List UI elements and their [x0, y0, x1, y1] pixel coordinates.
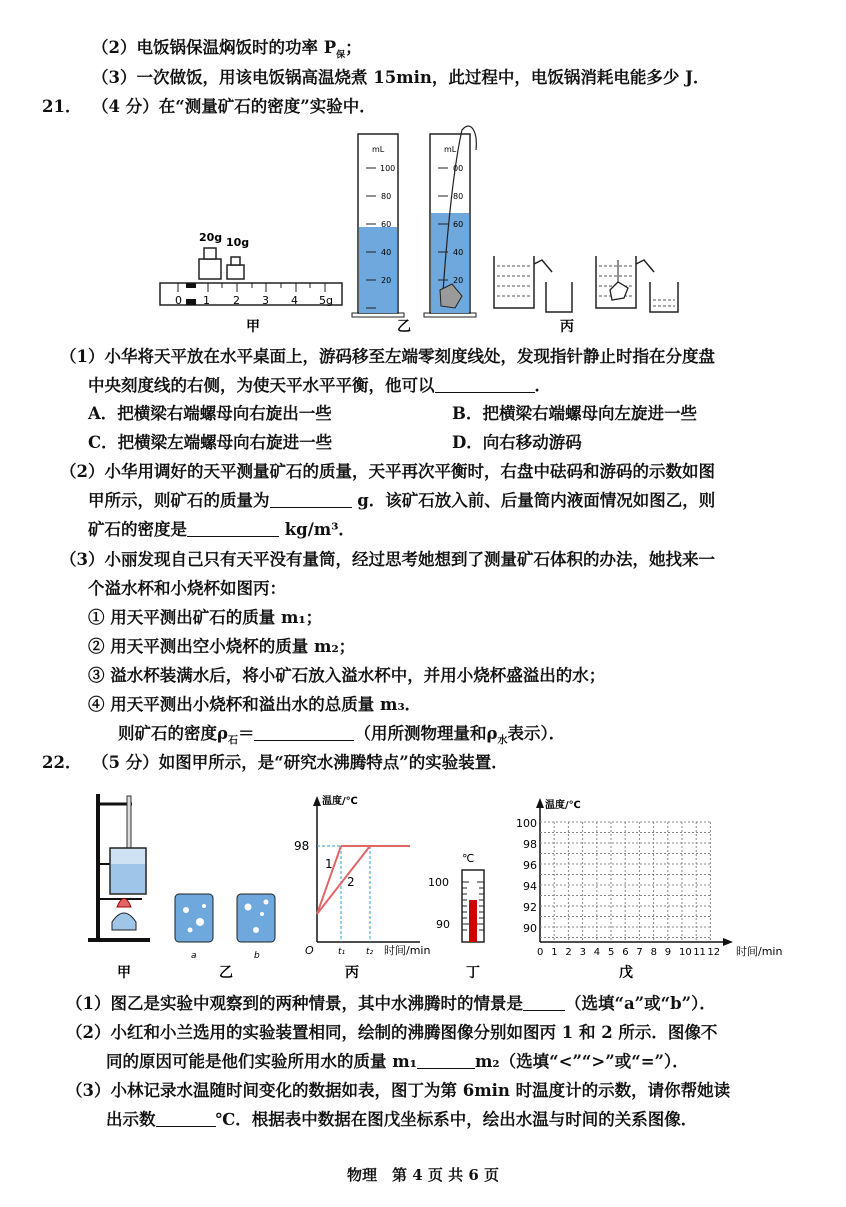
q22-part2-b-end: m₂（选填“<”“>”或“=”）．: [474, 1052, 689, 1071]
q21-rho-water-sub: 水: [497, 735, 508, 747]
q21-step3: ③ 溢水杯装满水后，将小矿石放入溢水杯中，并用小烧杯盛溢出的水；: [88, 666, 606, 685]
q21-part1-a: （1）小华将天平放在水平桌面上，游码移至左端零刻度线处，发现指针静止时指在分度盘: [60, 347, 715, 366]
q21-part2-c: [88, 522, 355, 539]
grid-ytick-96: 96: [523, 859, 537, 872]
scale-tick-1: 1: [203, 294, 210, 307]
q21-step2: ② 用天平测出空小烧杯的质量 m₂；: [88, 637, 356, 656]
q20-part2-text: （2）电饭锅保温焖饭时的功率 P: [92, 38, 337, 57]
option-b: B．把横梁右端螺母向左旋进一些: [452, 404, 697, 423]
figure-yi-beakers: [175, 894, 275, 961]
option-c: C．把横梁左端螺母向右旋进一些: [88, 433, 333, 452]
weight-20g-label: 20g: [199, 231, 223, 244]
q22-part2-b-text: 同的原因可能是他们实验所用水的质量 m₁: [106, 1052, 417, 1071]
cyl2-tick-80: 80: [453, 192, 464, 201]
q21-formula-end: 表示）．: [507, 724, 566, 743]
grid-xtick: 9: [664, 947, 672, 958]
page-footer: 物理 第 4 页 共 6 页: [347, 1166, 499, 1184]
grid-xtick: 1: [551, 947, 558, 958]
cyl2-tick-100: 00: [453, 164, 464, 173]
fig22-label-jia: 甲: [117, 965, 131, 981]
graph-t2: t₂: [366, 947, 374, 957]
graph-y98: 98: [294, 839, 310, 853]
q21-part1-b: [88, 378, 551, 395]
beaker-a-label: a: [191, 951, 197, 961]
q21-part2-c-text: 矿石的密度是: [88, 520, 187, 539]
option-d: D．向右移动游码: [452, 433, 582, 452]
grid-xtick: 10: [679, 947, 692, 958]
cyl1-unit: mL: [372, 145, 385, 154]
figure-bing-graph: [294, 794, 430, 957]
answer-blank-boiling[interactable]: [523, 996, 565, 1011]
fig22-label-yi: 乙: [219, 965, 233, 981]
q21-part2-b-text: 甲所示，则矿石的质量为: [88, 491, 270, 510]
cyl2-unit: mL: [444, 145, 457, 154]
q22-part3-b-text: 出示数: [106, 1110, 156, 1129]
q21-part2-b: [88, 493, 715, 510]
cyl1-tick-20: 20: [381, 276, 392, 285]
graph-ylabel: 温度/℃: [322, 796, 358, 807]
thermo-unit: ℃: [462, 852, 475, 865]
q21-step1: ① 用天平测出矿石的质量 m₁；: [88, 608, 323, 627]
grid-xtick: 6: [622, 947, 629, 958]
figure-wu-grid: [516, 798, 782, 958]
scale-tick-0: 0: [175, 294, 182, 307]
q22-part3-b-end: ℃．根据表中数据在图戊坐标系中，绘出水温与时间的关系图像．: [215, 1110, 698, 1129]
cyl1-tick-40: 40: [381, 248, 392, 257]
figure-label-bing: 丙: [560, 319, 574, 335]
grid-ylabel: 温度/℃: [545, 800, 581, 811]
grid-xtick: 0: [537, 947, 544, 958]
q22-number: 22．: [42, 753, 82, 772]
graph-origin: O: [305, 944, 314, 957]
q22-part3-b: [106, 1112, 697, 1129]
grid-xtick: 2: [565, 947, 572, 958]
cyl1-tick-60: 60: [381, 220, 392, 229]
cyl2-tick-40: 40: [453, 248, 464, 257]
q22-part2-a: （2）小红和小兰选用的实验装置相同，绘制的沸腾图像分别如图丙 1 和 2 所示．图像不: [66, 1023, 718, 1042]
thermo-tick-90: 90: [436, 918, 450, 931]
graph-xlabel: 时间/min: [384, 944, 431, 957]
graph-line2: 2: [347, 875, 355, 889]
figure-label-yi: 乙: [397, 319, 411, 335]
cyl2-tick-60: 60: [453, 220, 464, 229]
thermo-tick-100: 100: [428, 876, 449, 889]
grid-ytick-90: 90: [523, 922, 537, 935]
q21-part2-b-end: g．该矿石放入前、后量筒内液面情况如图乙，则: [357, 491, 716, 510]
scale-tick-2: 2: [233, 294, 240, 307]
q20-part2-end: ；: [345, 38, 362, 57]
answer-blank-rho-stone[interactable]: [254, 726, 354, 741]
fig22-label-ding: 丁: [466, 965, 480, 981]
scale-tick-4: 4: [291, 294, 298, 307]
fig22-label-wu: 戊: [619, 965, 633, 981]
figure-yi-cylinders: [352, 126, 476, 317]
grid-xtick: 12: [707, 947, 721, 958]
figure-bing-overflow-cups: [494, 256, 678, 312]
scale-tick-5g: 5g: [319, 294, 333, 307]
q21-equals: ＝: [237, 724, 255, 743]
answer-blank-mass-compare[interactable]: [417, 1054, 475, 1069]
grid-xtick: 3: [579, 947, 586, 958]
q20-part2-sub: 保: [336, 50, 346, 61]
scale-tick-3: 3: [262, 294, 269, 307]
q21-part2-a: （2）小华用调好的天平测量矿石的质量，天平再次平衡时，右盘中砝码和游码的示数如图: [60, 462, 715, 481]
grid-ytick-98: 98: [523, 838, 537, 851]
q21-number: 21．: [42, 97, 82, 116]
q22-part1: [66, 996, 716, 1013]
grid-xtick: 7: [636, 947, 643, 958]
answer-blank-density[interactable]: [187, 522, 279, 537]
q22-part1-end: （选填“a”或“b”）．: [564, 994, 716, 1013]
q21-heading: （4 分）在“测量矿石的密度”实验中．: [92, 97, 376, 116]
q22-part3-a: （3）小林记录水温随时间变化的数据如表，图丁为第 6min 时温度计的示数，请你帮她读: [66, 1081, 731, 1100]
graph-t1: t₁: [338, 947, 346, 957]
answer-blank-q21-1[interactable]: [435, 378, 535, 393]
option-a: A．把横梁右端螺母向右旋出一些: [88, 404, 332, 423]
q21-rho-sub: 石: [227, 735, 238, 747]
grid-ytick-100: 100: [516, 817, 537, 830]
grid-xlabel: 时间/min: [736, 945, 783, 958]
figure-22: [0, 782, 846, 982]
grid-xtick: 4: [593, 947, 601, 958]
q20-part3: （3）一次做饭，用该电饭锅高温烧煮 15min，此过程中，电饭锅消耗电能多少 J．: [92, 68, 710, 87]
weight-10g-label: 10g: [226, 236, 250, 249]
q22-heading: （5 分）如图甲所示，是“研究水沸腾特点”的实验装置．: [92, 753, 508, 772]
q21-rho-text: 则矿石的密度ρ: [118, 724, 228, 743]
figure-jia-scale: [160, 231, 342, 307]
figure-jia-apparatus: [88, 794, 150, 940]
grid-xtick: 8: [650, 947, 657, 958]
q20-part2: [92, 40, 362, 60]
figure-ding-thermometer: [428, 852, 484, 942]
answer-blank-temperature[interactable]: [156, 1112, 216, 1127]
graph-line1: 1: [325, 857, 333, 871]
q21-formula-note: （用所测物理量和ρ: [354, 724, 498, 743]
figure-label-jia: 甲: [246, 319, 260, 335]
q22-part1-text: （1）图乙是实验中观察到的两种情景，其中水沸腾时的情景是: [66, 994, 523, 1013]
q21-part3-a: （3）小丽发现自己只有天平没有量筒，经过思考她想到了测量矿石体积的办法，她找来一: [60, 550, 715, 569]
q21-part3-b: 个溢水杯和小烧杯如图丙：: [88, 579, 286, 598]
beaker-b-label: b: [254, 951, 260, 961]
cyl2-tick-20: 20: [453, 276, 464, 285]
figure-21: [0, 120, 846, 340]
cyl1-tick-80: 80: [381, 192, 392, 201]
grid-xtick: 11: [693, 947, 706, 958]
grid-ytick-94: 94: [523, 880, 537, 893]
q22-part2-b: [106, 1054, 689, 1071]
fig22-label-bing: 丙: [345, 965, 359, 981]
q21-part2-c-end: kg/m³．: [284, 520, 355, 539]
q21-part1-b-end: ．: [534, 376, 551, 395]
grid-ytick-92: 92: [523, 901, 537, 914]
grid-xtick: 5: [608, 947, 615, 958]
q21-step4: ④ 用天平测出小烧杯和溢出水的总质量 m₃．: [88, 695, 422, 714]
q21-density-formula: [118, 726, 565, 746]
answer-blank-mass[interactable]: [270, 493, 352, 508]
q21-part1-b-text: 中央刻度线的右侧，为使天平水平平衡，他可以: [88, 376, 435, 395]
cyl1-tick-100: 100: [380, 164, 396, 173]
